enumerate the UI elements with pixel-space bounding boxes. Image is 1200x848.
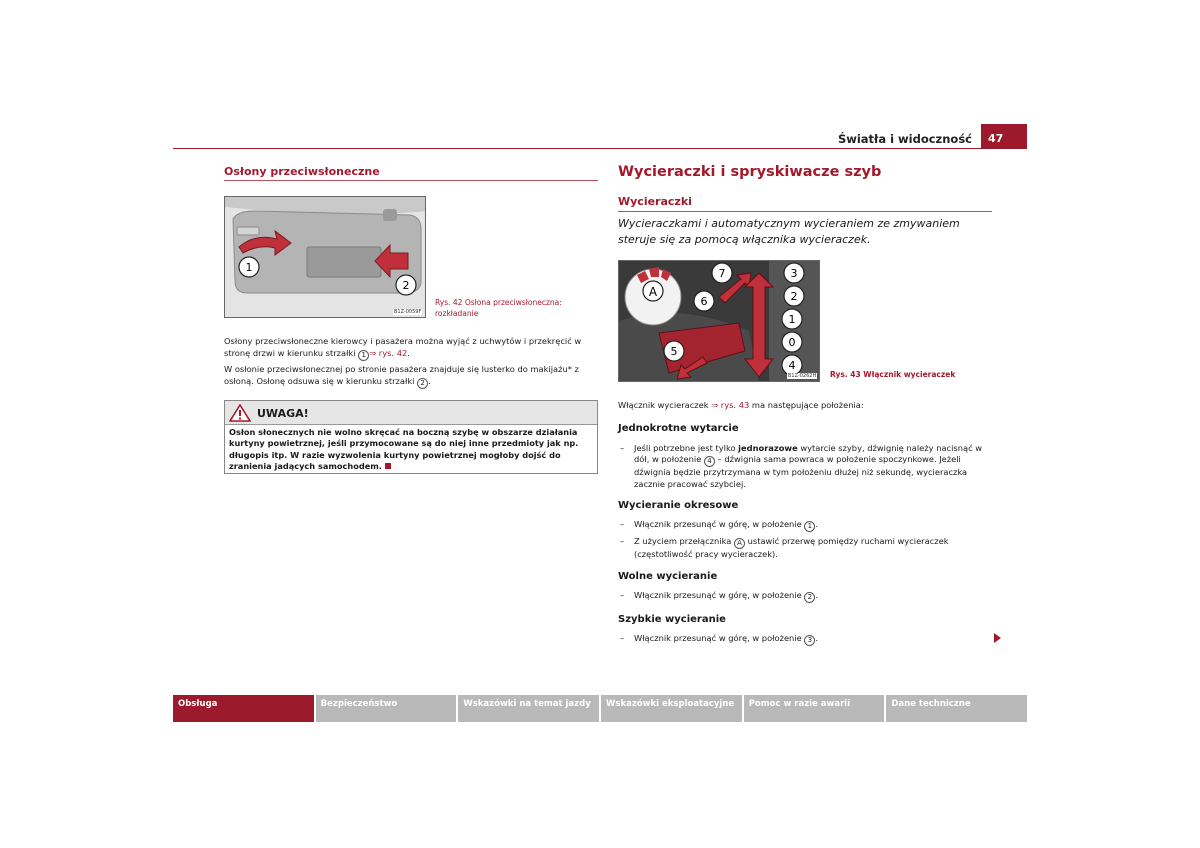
section-heading-rule (224, 180, 598, 181)
figure42-callout-1: 1 (245, 261, 253, 274)
figure43-callout-5: 5 (670, 345, 678, 358)
running-header-title: Światła i widoczność (837, 132, 972, 146)
figure-code: B1Z-0059F (394, 309, 422, 315)
ref-circle: 3 (804, 635, 815, 646)
intro-text: Wycieraczkami i automatycznym wycieraniem ze zmywaniem steruje się za pomocą włącznika wycieraczek. (618, 217, 960, 246)
tab-wskazowki-jazdy[interactable]: Wskazówki na temat jazdy (458, 695, 599, 722)
figure-wiper-switch (618, 260, 820, 382)
figure-caption-43: Rys. 43 Włącznik wycieraczek (830, 370, 956, 379)
header-rule (173, 148, 1027, 149)
heading-slow-wipe: Wolne wycieranie (618, 571, 718, 582)
footer-navigation (173, 695, 1027, 722)
ref-circle: 4 (704, 456, 715, 467)
figure43-callout-0: 0 (788, 336, 796, 349)
list-item: – Z użyciem przełącznika A ustawić przerwę pomiędzy ruchami wycieraczek (częstotliwość pracy wycieraczek). (620, 536, 949, 559)
ref-circle: 2 (804, 592, 815, 603)
continue-arrow-icon (994, 633, 1001, 643)
tab-bezpieczenstwo[interactable]: Bezpieczeństwo (316, 695, 457, 722)
figure42-callout-2: 2 (402, 279, 410, 292)
page-number: 47 (981, 124, 1027, 149)
figure-reference-link[interactable]: ⇒ rys. 43 (711, 400, 750, 410)
figure-caption-42: Rys. 42 Osłona przeciwsłoneczna: rozkładanie (435, 298, 562, 318)
heading-single-wipe: Jednokrotne wytarcie (618, 423, 739, 434)
warning-box (224, 400, 598, 474)
list-item: – Włącznik przesunąć w górę, w położenie 2 . (620, 590, 818, 601)
figure43-callout-1: 1 (788, 313, 796, 326)
section-title-wipers: Wycieraczki i spryskiwacze szyb (618, 164, 882, 180)
heading-fast-wipe: Szybkie wycieranie (618, 614, 726, 625)
tab-obsluga[interactable]: Obsługa (173, 695, 314, 722)
figure43-callout-7: 7 (718, 267, 726, 280)
figure43-callout-3: 3 (790, 267, 798, 280)
ref-circle-2: 2 (417, 378, 428, 389)
figure43-callout-4: 4 (788, 359, 796, 372)
figure-code: B1Z-0262H (788, 373, 817, 379)
list-item: – Włącznik przesunąć w górę, w położenie 3 . (620, 633, 818, 644)
figure43-callout-A: A (648, 285, 658, 299)
ref-circle: 1 (804, 521, 815, 532)
warning-title: UWAGA! (257, 407, 309, 420)
paragraph-vanity-mirror: W osłonie przeciwsłonecznej po stronie pasażera znajduje się lusterko do makijażu* z osłoną. Osłonę odsuwa się w kierunku strzałki 2 . (224, 364, 579, 387)
paragraph-visor-removal: Osłony przeciwsłoneczne kierowcy i pasażera można wyjąć z uchwytów i przekręcić w stronę drzwi w kierunku strzałki 1 ⇒ rys. 42. (224, 336, 582, 359)
list-item: – Włącznik przesunąć w górę, w położenie 1 . (620, 519, 818, 530)
subsection-heading-rule (618, 211, 992, 212)
tab-pomoc-awarii[interactable]: Pomoc w razie awarii (744, 695, 885, 722)
ref-circle-1: 1 (358, 350, 369, 361)
tab-dane-techniczne[interactable]: Dane techniczne (886, 695, 1027, 722)
wiper-switch-illustration (619, 261, 820, 382)
tab-wskazowki-eksploatacyjne[interactable]: Wskazówki eksploatacyjne (601, 695, 742, 722)
heading-intermittent-wipe: Wycieranie okresowe (618, 500, 739, 511)
warning-triangle-icon (229, 404, 251, 422)
end-of-section-square-icon (385, 463, 391, 469)
warning-header (225, 401, 597, 425)
figure43-callout-6: 6 (700, 295, 708, 308)
ref-circle: A (734, 538, 745, 549)
lead-paragraph: Włącznik wycieraczek ⇒ rys. 43 ma następujące położenia: (618, 400, 864, 410)
list-item: – Jeśli potrzebne jest tylko jednorazowe wytarcie szyby, dźwignię należy nacisnąć w dół, w położenie 4 – dźwignia sama powraca w położenie spoczynkowe. Jeżeli dźwignia będzie przytrzymana w tym położeniu dłużej niż sekundę, wycieraczka zacznie pracować szybciej. (620, 443, 983, 489)
sun-visor-illustration (225, 197, 426, 318)
figure-reference-link[interactable]: ⇒ rys. 42 (369, 347, 408, 358)
subsection-heading-wipers: Wycieraczki (618, 195, 692, 208)
section-heading-sun-visors: Osłony przeciwsłoneczne (224, 165, 380, 178)
figure43-callout-2: 2 (790, 290, 798, 303)
figure-sun-visor (224, 196, 426, 318)
warning-text: Osłon słonecznych nie wolno skręcać na boczną szybę w obszarze działania kurtyny powietrznej, jeśli przymocowane są do niej inne przedmioty jak np. długopis itp. W razie wyzwolenia kurtyny powietrznej mogłoby dojść do zranienia jadących samochodem. (229, 427, 579, 472)
